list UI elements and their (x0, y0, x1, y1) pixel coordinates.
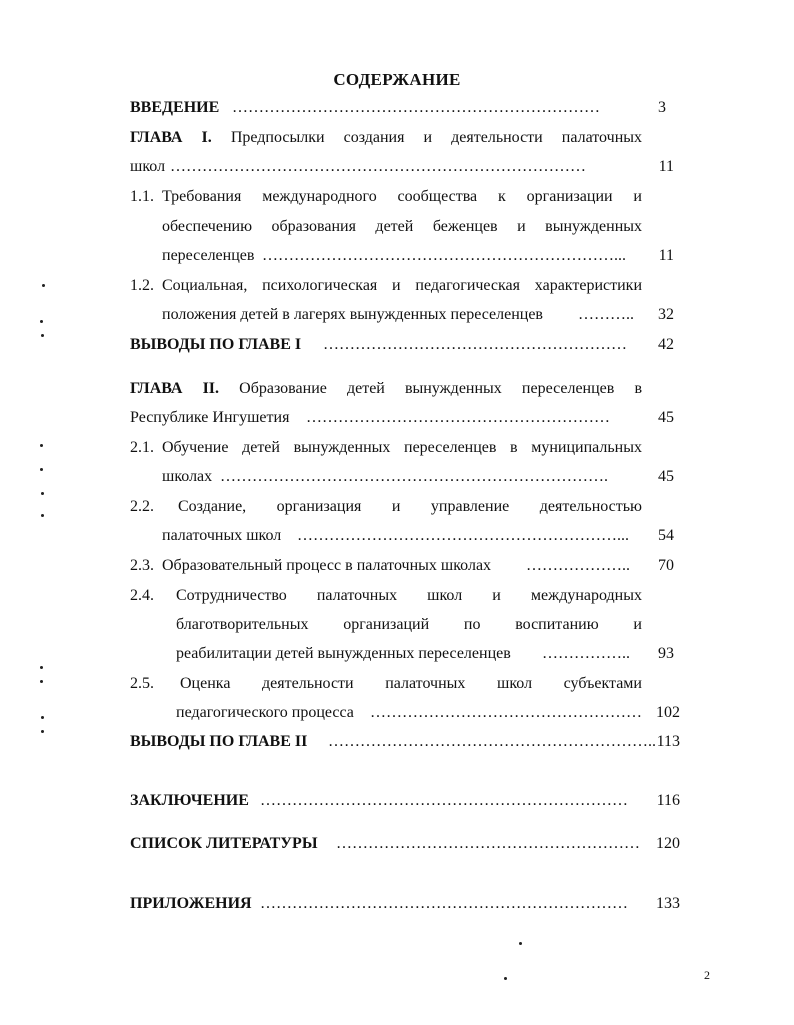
section-number: 2.2. (130, 498, 154, 515)
toc-label: Обучение детей вынужденных переселенцев в муниципальных (162, 439, 642, 456)
toc-entry-chapter-1-cont (0, 156, 794, 178)
toc-entry-chapter-2-cont (0, 407, 794, 429)
toc-page: 93 (658, 645, 674, 662)
leader-dots: …………….. (542, 645, 630, 662)
scan-speck (41, 492, 44, 495)
leader-dots: ………………………………………………………………. (220, 468, 608, 485)
toc-entry-section-2-2 (0, 496, 794, 518)
toc-page: 3 (658, 99, 666, 116)
toc-entry-introduction (0, 97, 794, 119)
toc-page: 116 (656, 792, 680, 809)
toc-label: ПРИЛОЖЕНИЯ (130, 895, 252, 912)
toc-entry-section-1-1 (0, 186, 794, 208)
leader-dots: …………………………………………………………… (260, 895, 628, 912)
leader-dots: …………………………………………………………... (262, 247, 626, 264)
toc-label: палаточных школ (162, 527, 282, 544)
toc-entry-section-2-1 (0, 437, 794, 459)
toc-page: 45 (658, 409, 674, 426)
toc-label: обеспечению образования детей беженцев и вынужденных (162, 218, 642, 235)
section-number: 2.5. (130, 675, 154, 692)
leader-dots: ………………………………………………… (323, 336, 627, 353)
toc-page: 120 (656, 835, 680, 852)
toc-entry-section-2-4 (0, 585, 794, 607)
toc-entry-section-1-1-cont (0, 216, 794, 238)
toc-label: школах (162, 468, 213, 485)
scan-speck (504, 977, 507, 980)
leader-dots: …………………………………………………………… (232, 99, 600, 116)
toc-label: Оценка деятельности палаточных школ субъектами (180, 675, 642, 692)
toc-label: СПИСОК ЛИТЕРАТУРЫ (130, 835, 318, 852)
chapter-title-line: Образование детей вынужденных переселенцев в (239, 380, 643, 397)
toc-entry-appendices (0, 893, 794, 915)
scan-speck (41, 334, 44, 337)
toc-label (130, 127, 642, 149)
page-number: 2 (704, 968, 710, 982)
scan-speck (41, 716, 44, 719)
toc-label: школ (130, 158, 166, 175)
leader-dots: ……….. (578, 306, 634, 323)
toc-label (130, 378, 642, 400)
chapter-label: ГЛАВА II. (130, 380, 220, 397)
toc-page: 102 (656, 704, 680, 721)
leader-dots: …………………………………………………………………… (170, 158, 586, 175)
toc-label: реабилитации детей вынужденных переселенцев (176, 645, 511, 662)
toc-page: 11 (658, 247, 674, 264)
toc-page: 11 (658, 158, 674, 175)
toc-title: СОДЕРЖАНИЕ (333, 70, 461, 89)
scan-speck (519, 942, 522, 945)
toc-entry-section-1-2-cont (0, 304, 794, 326)
leader-dots: …………………………………………………………… (260, 792, 628, 809)
scan-speck (41, 730, 44, 733)
toc-entry-conclusion (0, 790, 794, 812)
toc-label: благотворительных организаций по воспитанию и (176, 616, 642, 633)
toc-entry-section-1-2 (0, 275, 794, 297)
toc-page: 42 (658, 336, 674, 353)
leader-dots: …………………………………………… (370, 704, 642, 721)
toc-entry-chapter-2 (0, 378, 794, 400)
toc-label: ВВЕДЕНИЕ (130, 99, 220, 116)
leader-dots: …………………………………………………….. (328, 733, 656, 750)
scan-speck (41, 514, 44, 517)
leader-dots: ………………………………………………… (336, 835, 640, 852)
section-number: 1.1. (130, 188, 154, 205)
toc-label: ВЫВОДЫ ПО ГЛАВЕ I (130, 336, 302, 353)
toc-page: 54 (658, 527, 674, 544)
section-number: 2.1. (130, 439, 154, 456)
leader-dots: ……………………………………………………... (297, 527, 629, 544)
toc-entry-section-1-1-cont (0, 245, 794, 267)
toc-label: Сотрудничество палаточных школ и международных (176, 587, 642, 604)
toc-entry-section-2-4-cont (0, 614, 794, 636)
toc-entry-section-2-4-cont (0, 643, 794, 665)
leader-dots: ……………….. (526, 557, 630, 574)
toc-label: Социальная, психологическая и педагогическая характеристики (162, 277, 642, 294)
toc-page: 113 (656, 733, 680, 750)
toc-label: ЗАКЛЮЧЕНИЕ (130, 792, 249, 809)
toc-entry-chapter-2-conclusions (0, 731, 794, 753)
toc-entry-chapter-1 (0, 127, 794, 149)
scan-speck (40, 320, 43, 323)
toc-page: 32 (658, 306, 674, 323)
toc-label: Республике Ингушетия (130, 409, 290, 426)
scan-speck (42, 284, 45, 287)
scan-speck (40, 666, 43, 669)
scan-speck (40, 680, 43, 683)
chapter-title-line: Предпосылки создания и деятельности палаточных (230, 129, 642, 146)
toc-entry-section-2-3 (0, 555, 794, 577)
toc-page: 45 (658, 468, 674, 485)
toc-entry-section-2-5 (0, 673, 794, 695)
chapter-label: ГЛАВА I. (130, 129, 212, 146)
section-number: 1.2. (130, 277, 154, 294)
toc-label: педагогического процесса (176, 704, 354, 721)
toc-label: ВЫВОДЫ ПО ГЛАВЕ II (130, 733, 308, 750)
scan-speck (40, 444, 43, 447)
toc-label: переселенцев (162, 247, 255, 264)
toc-page: 133 (656, 895, 680, 912)
toc-label: положения детей в лагерях вынужденных переселенцев (162, 306, 543, 323)
toc-label: Создание, организация и управление деятельностью (178, 498, 642, 515)
section-number: 2.4. (130, 587, 154, 604)
toc-entry-section-2-1-cont (0, 466, 794, 488)
toc-page: 70 (658, 557, 674, 574)
toc-entry-section-2-5-cont (0, 702, 794, 724)
leader-dots: ………………………………………………… (306, 409, 610, 426)
section-number: 2.3. (130, 557, 154, 574)
toc-entry-section-2-2-cont (0, 525, 794, 547)
toc-entry-references (0, 833, 794, 855)
toc-label: Требования международного сообщества к организации и (162, 188, 642, 205)
scan-speck (40, 468, 43, 471)
toc-entry-chapter-1-conclusions (0, 334, 794, 356)
toc-label: Образовательный процесс в палаточных школах (162, 557, 492, 574)
